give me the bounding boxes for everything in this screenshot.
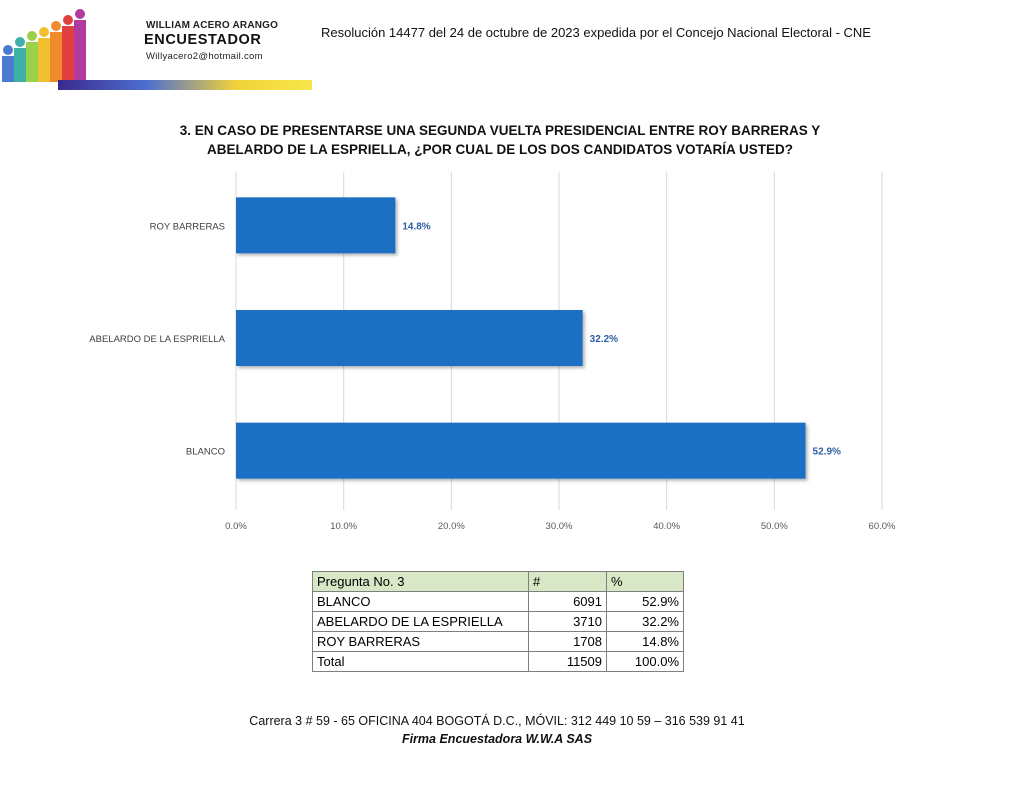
table-cell: ABELARDO DE LA ESPRIELLA: [313, 612, 529, 632]
data-label: 52.9%: [812, 446, 841, 458]
table-row: [313, 592, 684, 612]
x-tick-label: 60.0%: [868, 521, 896, 532]
table-cell: 14.8%: [607, 632, 684, 652]
table-cell: 6091: [529, 592, 607, 612]
category-label: ABELARDO DE LA ESPRIELLA: [89, 334, 225, 345]
x-tick-label: 10.0%: [330, 521, 358, 532]
table-cell: ROY BARRERAS: [313, 632, 529, 652]
logo-name: WILLIAM ACERO ARANGO: [146, 20, 279, 31]
bar: [236, 423, 806, 479]
bar: [236, 197, 395, 253]
x-tick-label: 40.0%: [653, 521, 681, 532]
table-header-cell: %: [607, 572, 684, 592]
logo-email: Willyacero2@hotmail.com: [146, 51, 263, 62]
footer-firm: Firma Encuestadora W.W.A SAS: [401, 732, 593, 746]
category-label: ROY BARRERAS: [149, 221, 225, 233]
logo-title: ENCUESTADOR: [144, 32, 262, 48]
table-cell: 52.9%: [607, 592, 684, 612]
table-row: [313, 632, 684, 652]
x-tick-label: 20.0%: [437, 521, 465, 532]
footer-address: Carrera 3 # 59 - 65 OFICINA 404 BOGOTÁ D.C., MÓVIL: 312 449 10 59 – 316 539 91 41: [249, 714, 745, 728]
table-cell: 100.0%: [607, 652, 684, 672]
resolution-text: Resolución 14477 del 24 de octubre de 2023 expedida por el Concejo Nacional Electoral - CNE: [321, 25, 871, 40]
table-cell: Total: [313, 652, 529, 672]
table-header-row: [313, 572, 684, 592]
x-tick-label: 0.0%: [225, 521, 247, 532]
table-row: [313, 652, 684, 672]
table-header-cell: #: [529, 572, 607, 592]
table-cell: 1708: [529, 632, 607, 652]
question-line-1: 3. EN CASO DE PRESENTARSE UNA SEGUNDA VUELTA PRESIDENCIAL ENTRE ROY BARRERAS Y: [179, 123, 821, 138]
table-cell: BLANCO: [313, 592, 529, 612]
table-cell: 3710: [529, 612, 607, 632]
data-label: 14.8%: [402, 221, 431, 233]
bar: [236, 310, 583, 366]
x-tick-label: 50.0%: [760, 521, 788, 532]
data-label: 32.2%: [589, 334, 619, 345]
category-label: BLANCO: [185, 446, 225, 458]
table-row: [313, 612, 684, 632]
question-line-2: ABELARDO DE LA ESPRIELLA, ¿POR CUAL DE LOS DOS CANDIDATOS VOTARÍA USTED?: [206, 142, 794, 157]
table-cell: 11509: [529, 652, 607, 672]
table-cell: 32.2%: [607, 612, 684, 632]
results-table: [312, 571, 684, 672]
x-tick-label: 30.0%: [545, 521, 573, 532]
table-header-cell: Pregunta No. 3: [313, 572, 529, 592]
